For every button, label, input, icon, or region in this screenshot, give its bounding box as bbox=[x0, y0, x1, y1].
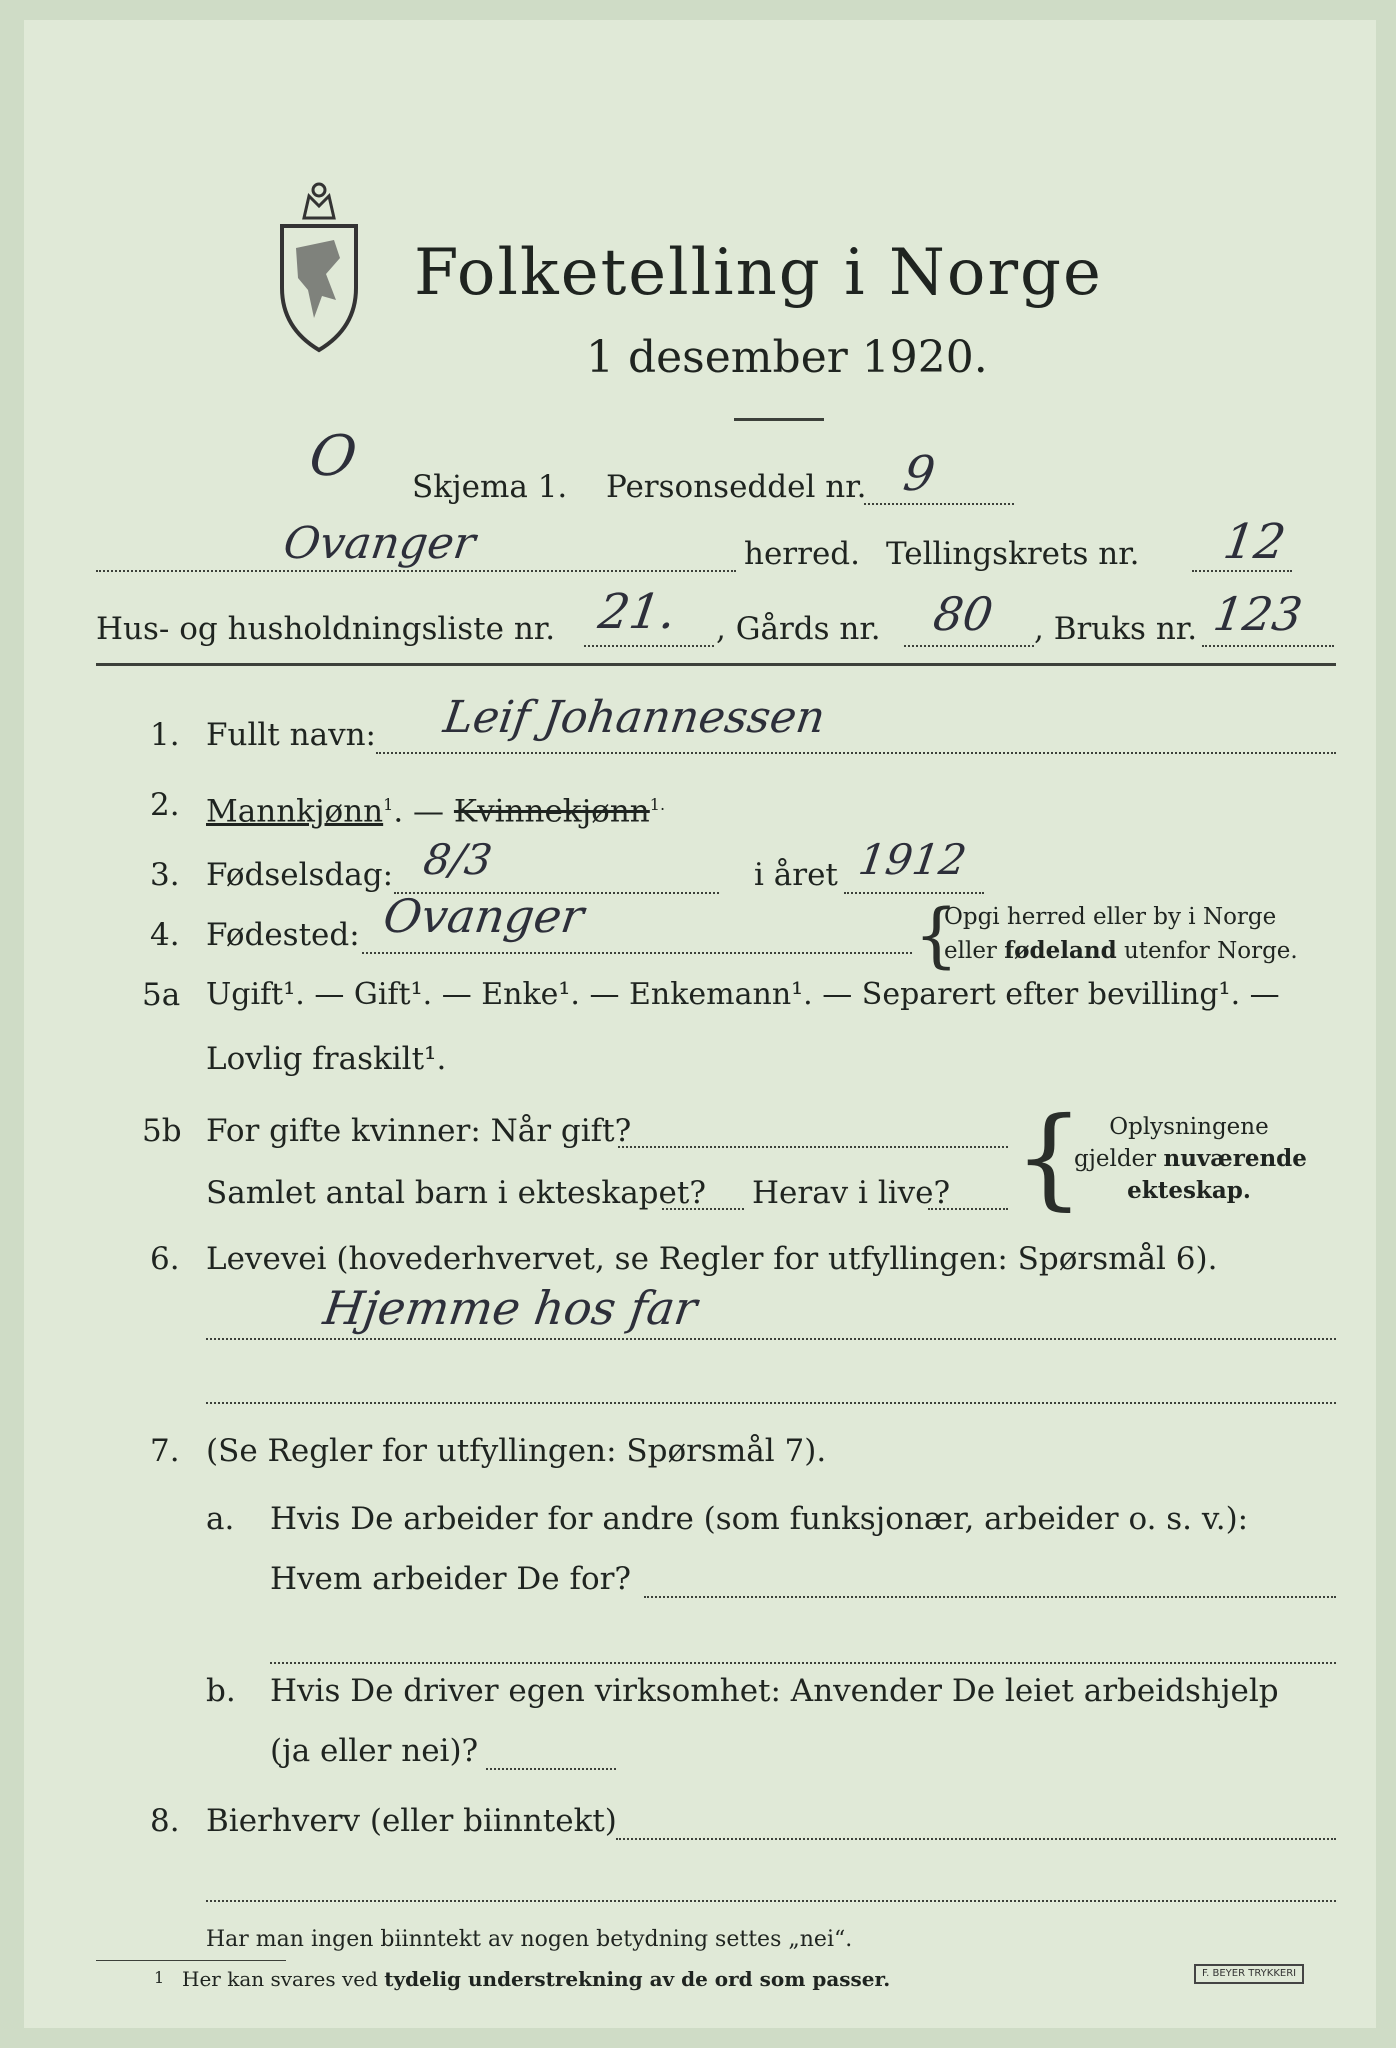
q7b-line bbox=[486, 1768, 616, 1770]
q5b-children-line bbox=[662, 1208, 744, 1210]
footnote-divider bbox=[96, 1960, 286, 1961]
q7b-line-2: (ja eller nei)? bbox=[270, 1733, 479, 1769]
q3-label: Fødselsdag: bbox=[206, 857, 394, 893]
tellingskrets-label: Tellingskrets nr. bbox=[886, 536, 1140, 572]
q4-note-1: Opgi herred eller by i Norge bbox=[944, 904, 1277, 930]
q8-line-2 bbox=[206, 1900, 1336, 1902]
q7-label: (Se Regler for utfyllingen: Spørsmål 7). bbox=[206, 1433, 827, 1469]
q7a-line-1: Hvis De arbeider for andre (som funksjonær, arbeider o. s. v.): bbox=[270, 1501, 1249, 1537]
q5b-note-2b: nuværende bbox=[1163, 1145, 1307, 1172]
q5b-married-line bbox=[618, 1146, 1008, 1148]
q2-separator: . — bbox=[393, 793, 445, 830]
footnote-b: tydelig understrekning av de ord som passer. bbox=[384, 1967, 891, 1991]
q7b-number: b. bbox=[206, 1673, 236, 1709]
q3-number: 3. bbox=[150, 857, 180, 893]
q4-line bbox=[362, 952, 912, 954]
q8-label: Bierhverv (eller biinntekt) bbox=[206, 1803, 617, 1839]
q5b-line-2b: Herav i live? bbox=[752, 1175, 951, 1211]
q7a-line bbox=[644, 1596, 1336, 1598]
census-form bbox=[24, 20, 1376, 2028]
q5a-options-2: Lovlig fraskilt¹. bbox=[206, 1041, 447, 1077]
q4-note-2 bbox=[944, 936, 1298, 966]
q5b-number: 5b bbox=[142, 1113, 182, 1149]
bruks-value: 123 bbox=[1210, 587, 1306, 641]
q1-label: Fullt navn: bbox=[206, 717, 376, 753]
q2-number: 2. bbox=[150, 787, 180, 823]
q5b-line-1: For gifte kvinner: Når gift? bbox=[206, 1113, 632, 1149]
q5a-options: Ugift¹. — Gift¹. — Enke¹. — Enkemann¹. — Separert efter bevilling¹. — bbox=[206, 977, 1280, 1012]
header-divider bbox=[96, 663, 1336, 666]
q7b-line-1: Hvis De driver egen virksomhet: Anvender De leiet arbeidshjelp bbox=[270, 1673, 1279, 1709]
title-divider bbox=[734, 418, 824, 421]
gards-line bbox=[904, 645, 1034, 647]
q6-line-2 bbox=[206, 1402, 1336, 1404]
q4-note-2c: utenfor Norge. bbox=[1116, 938, 1298, 964]
footnote bbox=[182, 1966, 890, 1992]
personseddel-value: 9 bbox=[900, 446, 939, 502]
bruks-line bbox=[1202, 645, 1334, 647]
q3-year-label: i året bbox=[754, 857, 838, 893]
q4-note-2a: eller bbox=[944, 938, 1005, 964]
gards-label: , Gårds nr. bbox=[716, 611, 881, 647]
q5b-alive-line bbox=[928, 1208, 1008, 1210]
q1-value: Leif Johannessen bbox=[440, 692, 829, 743]
hus-label: Hus- og husholdningsliste nr. bbox=[96, 611, 556, 647]
footnote-a: Her kan svares ved bbox=[182, 1967, 385, 1991]
q8-line bbox=[616, 1838, 1336, 1840]
tellingskrets-value: 12 bbox=[1220, 514, 1290, 570]
female-option: Kvinnekjønn bbox=[453, 793, 650, 830]
q7-number: 7. bbox=[150, 1433, 180, 1469]
q3-value: 8/3 bbox=[420, 835, 496, 884]
q5b-brace: { bbox=[1014, 1093, 1084, 1221]
q4-brace: { bbox=[914, 894, 959, 976]
q5b-line-2a: Samlet antal barn i ekteskapet? bbox=[206, 1175, 706, 1211]
male-option: Mannkjønn bbox=[206, 793, 384, 830]
q5b-note-3: ekteskap. bbox=[1127, 1177, 1251, 1204]
q1-number: 1. bbox=[150, 717, 180, 753]
q6-line-1 bbox=[206, 1338, 1336, 1340]
gards-value: 80 bbox=[930, 587, 997, 641]
q5b-note-2a: gjelder bbox=[1074, 1146, 1164, 1172]
q7a-number: a. bbox=[206, 1501, 235, 1537]
q8-number: 8. bbox=[150, 1803, 180, 1839]
page-title: Folketelling i Norge bbox=[414, 236, 1103, 310]
q5b-note-2 bbox=[1074, 1144, 1307, 1174]
q4-label: Fødested: bbox=[206, 917, 360, 953]
q6-label: Levevei (hovederhvervet, se Regler for utfyllingen: Spørsmål 6). bbox=[206, 1241, 1218, 1277]
personseddel-line bbox=[864, 503, 1014, 505]
herred-initial: O bbox=[305, 424, 361, 489]
q4-value: Ovanger bbox=[380, 889, 588, 943]
male-footnote-mark: 1 bbox=[383, 795, 394, 814]
printer-stamp: F. BEYER TRYKKERI bbox=[1194, 1964, 1304, 1984]
female-footnote-mark: 1. bbox=[649, 795, 666, 814]
census-date: 1 desember 1920. bbox=[586, 332, 988, 383]
q4-note-2b: fødeland bbox=[1004, 937, 1117, 964]
personseddel-label: Personseddel nr. bbox=[606, 469, 867, 505]
q7a-line-extra bbox=[270, 1662, 1336, 1664]
q1-line bbox=[376, 752, 1336, 754]
q2-options bbox=[206, 786, 665, 830]
hus-value: 21. bbox=[595, 584, 680, 640]
q7a-line-2: Hvem arbeider De for? bbox=[270, 1561, 632, 1597]
q3-year-value: 1912 bbox=[855, 835, 970, 884]
q5a-number: 5a bbox=[142, 977, 181, 1013]
hus-line bbox=[584, 645, 714, 647]
footer-note: Har man ingen biinntekt av nogen betydning settes „nei“. bbox=[206, 1927, 853, 1952]
coat-of-arms-icon bbox=[274, 178, 364, 358]
q5b-note-1: Oplysningene bbox=[1109, 1114, 1269, 1140]
herred-label: herred. bbox=[744, 536, 860, 572]
footnote-mark: 1 bbox=[154, 1968, 165, 1987]
tellingskrets-line bbox=[1192, 570, 1292, 572]
skjema-label: Skjema 1. bbox=[412, 469, 568, 505]
herred-value: Ovanger bbox=[280, 518, 479, 569]
q6-number: 6. bbox=[150, 1241, 180, 1277]
q4-number: 4. bbox=[150, 917, 180, 953]
q6-value: Hjemme hos far bbox=[320, 1281, 701, 1335]
herred-line bbox=[96, 570, 736, 572]
bruks-label: , Bruks nr. bbox=[1034, 611, 1198, 647]
